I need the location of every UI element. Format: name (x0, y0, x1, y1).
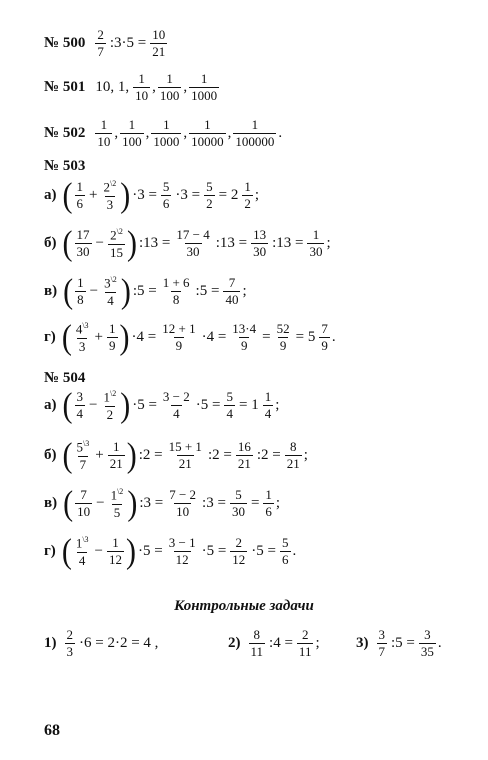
fraction: $\frac{1}{21}$ (109, 439, 123, 472)
problem-503-v: в) ( $\frac{1}{8}$ − $\frac{3^{\backslash 2}}{4}$ ) :5 = $\frac{1 + 6}{8}$ :5 = $\frac{7}{40}$ ; (44, 272, 247, 311)
fraction: $\frac{7}{9}$ (321, 321, 328, 354)
fraction: $\frac{1}{12}$ (109, 535, 123, 568)
fraction: $\frac{1}{100}$ (122, 117, 142, 150)
fraction: $\frac{1}{6}$ (265, 487, 272, 520)
item-label: 1) (44, 635, 57, 652)
fraction: $\frac{1}{6}$ (76, 179, 83, 212)
control-task-2: 2) $\frac{8}{11}$ :4 = $\frac{2}{11}$ ; (228, 627, 320, 660)
problem-504-v: в) ( $\frac{7}{10}$ − $\frac{1^{\backslash 2}}{5}$ ) :3 = $\frac{7 - 2}{10}$ :3 = $\frac{5}{30}$ = $\frac{1}{6}$ ; (44, 484, 281, 523)
fraction: $\frac{5}{4}$ (226, 389, 233, 422)
fraction: $\frac{5}{6}$ (282, 535, 289, 568)
fraction: $\frac{12 + 1}{9}$ (162, 321, 196, 354)
fraction: $\frac{3 - 2}{4}$ (162, 389, 190, 422)
fraction: $\frac{1}{9}$ (109, 321, 116, 354)
fraction: $\frac{8}{21}$ (286, 439, 300, 472)
fraction: $\frac{2}{7}$ (97, 27, 104, 60)
fraction: $\frac{2}{12}$ (232, 535, 246, 568)
section-title: Контрольные задачи (174, 598, 314, 614)
problem-label: № 501 (44, 79, 86, 96)
fraction: $\frac{3}{7}$ (378, 627, 385, 660)
fraction: $\frac{16}{21}$ (237, 439, 251, 472)
fraction: $\frac{3}{35}$ (420, 627, 434, 660)
fraction: $\frac{1}{2}$ (244, 179, 251, 212)
fraction: $\frac{13\cdot 4}{9}$ (232, 321, 257, 354)
fraction: $\frac{1^{\backslash 2}}{2}$ (103, 389, 117, 422)
expression-text: :3·5 = (109, 35, 147, 52)
item-label: в) (44, 495, 58, 512)
problem-label: № 502 (44, 125, 86, 142)
item-label: в) (44, 283, 58, 300)
fraction: $\frac{10}{21}$ (152, 27, 166, 60)
fraction: $\frac{5}{6}$ (162, 179, 170, 212)
fraction: $\frac{13}{30}$ (253, 227, 267, 260)
fraction: $\frac{5}{2}$ (206, 179, 213, 212)
control-task-1: 1) $\frac{2}{3}$ ·6 = 2·2 = 4 , (44, 627, 159, 660)
fraction: $\frac{1}{10}$ (135, 71, 149, 104)
item-label: 2) (228, 635, 241, 652)
fraction: $\frac{3}{4}$ (76, 389, 83, 422)
page-number: 68 (44, 722, 60, 739)
fraction: $\frac{2}{11}$ (298, 627, 312, 660)
fraction: $\frac{3 - 1}{12}$ (168, 535, 196, 568)
item-label: г) (44, 543, 56, 560)
problem-504-g: г) ( $\frac{1^{\backslash 3}}{4}$ − $\frac{1}{12}$ ) ·5 = $\frac{3 - 1}{12}$ ·5 = $\frac{2}{12}$ ·5 = $\frac{5}{6}$ . (44, 532, 297, 571)
problem-label: № 504 (44, 370, 86, 386)
problem-label: № 500 (44, 35, 86, 52)
problem-503-a: а) ( $\frac{1}{6}$ + $\frac{2^{\backslash 2}}{3}$ ) ·3 = $\frac{5}{6}$ ·3 = $\frac{5}{2}$ = 2 $\frac{1}{2}$ ; (44, 176, 260, 215)
problem-label: № 503 (44, 158, 86, 174)
problem-503-b: б) ( $\frac{17}{30}$ − $\frac{2^{\backslash 2}}{15}$ ) :13 = $\frac{17 - 4}{30}$ :13 = $\frac{13}{30}$ :13 = $\frac{1}{30}$ ; (44, 224, 331, 263)
fraction: $\frac{5}{30}$ (231, 487, 245, 520)
problem-504-b: б) ( $\frac{5^{\backslash 3}}{7}$ + $\frac{1}{21}$ ) :2 = $\frac{15 + 1}{21}$ :2 = $\frac{16}{21}$ :2 = $\frac{8}{21}$ ; (44, 436, 308, 475)
problem-501: № 501 10, 1, $\frac{1}{10}$ , $\frac{1}{100}$ , $\frac{1}{1000}$ (44, 71, 218, 104)
control-task-3: 3) $\frac{3}{7}$ :5 = $\frac{3}{35}$ . (356, 627, 442, 660)
fraction: $\frac{1 + 6}{8}$ (162, 275, 190, 308)
fraction: $\frac{7}{40}$ (225, 275, 239, 308)
fraction: $\frac{1}{1000}$ (191, 71, 218, 104)
item-label: г) (44, 329, 56, 346)
fraction: $\frac{4^{\backslash 3}}{3}$ (75, 321, 89, 354)
fraction: $\frac{3^{\backslash 2}}{4}$ (104, 275, 117, 308)
fraction: $\frac{17 - 4}{30}$ (176, 227, 210, 260)
fraction: $\frac{2^{\backslash 2}}{15}$ (109, 227, 123, 260)
problem-503-g: г) ( $\frac{4^{\backslash 3}}{3}$ + $\frac{1}{9}$ ) ·4 = $\frac{12 + 1}{9}$ ·4 = $\frac{13\cdot 4}{9}$ = $\frac{52}{9}$ = 5 $\frac{7}{9}$ . (44, 318, 336, 357)
fraction: $\frac{15 + 1}{21}$ (168, 439, 202, 472)
fraction: $\frac{1}{10000}$ (191, 117, 224, 150)
fraction: $\frac{7}{10}$ (77, 487, 91, 520)
fraction: $\frac{1}{10}$ (97, 117, 111, 150)
fraction: $\frac{52}{9}$ (276, 321, 290, 354)
fraction: $\frac{5^{\backslash 3}}{7}$ (76, 439, 90, 472)
fraction: $\frac{1}{8}$ (77, 275, 84, 308)
fraction: $\frac{1}{4}$ (264, 389, 272, 422)
problem-503 (44, 158, 93, 175)
fraction: $\frac{8}{11}$ (250, 627, 264, 660)
item-label: а) (44, 397, 57, 414)
fraction: $\frac{1}{100}$ (159, 71, 180, 104)
problem-504-a: а) ( $\frac{3}{4}$ − $\frac{1^{\backslash 2}}{2}$ ) ·5 = $\frac{3 - 2}{4}$ ·5 = $\frac{5}{4}$ = 1 $\frac{1}{4}$ ; (44, 386, 280, 425)
fraction: $\frac{1}{30}$ (309, 227, 323, 260)
fraction: $\frac{2}{3}$ (66, 627, 73, 660)
expression-text: 10, 1, (95, 79, 130, 96)
fraction: $\frac{1}{1000}$ (153, 117, 180, 150)
item-label: б) (44, 235, 57, 252)
fraction: $\frac{1^{\backslash 2}}{5}$ (110, 487, 124, 520)
fraction: $\frac{17}{30}$ (76, 227, 90, 260)
fraction: $\frac{7 - 2}{10}$ (169, 487, 197, 520)
item-label: а) (44, 187, 57, 204)
item-label: 3) (356, 635, 369, 652)
problem-504 (44, 370, 93, 387)
fraction: $\frac{2^{\backslash 2}}{3}$ (103, 179, 117, 212)
fraction: $\frac{1}{100000}$ (235, 117, 275, 150)
problem-500 (44, 28, 169, 60)
fraction: $\frac{1^{\backslash 3}}{4}$ (75, 535, 89, 568)
problem-502: № 502 $\frac{1}{10}$ , $\frac{1}{100}$ , $\frac{1}{1000}$ , $\frac{1}{10000}$ , $\frac{1}{100000}$ . (44, 117, 283, 150)
item-label: б) (44, 447, 57, 464)
